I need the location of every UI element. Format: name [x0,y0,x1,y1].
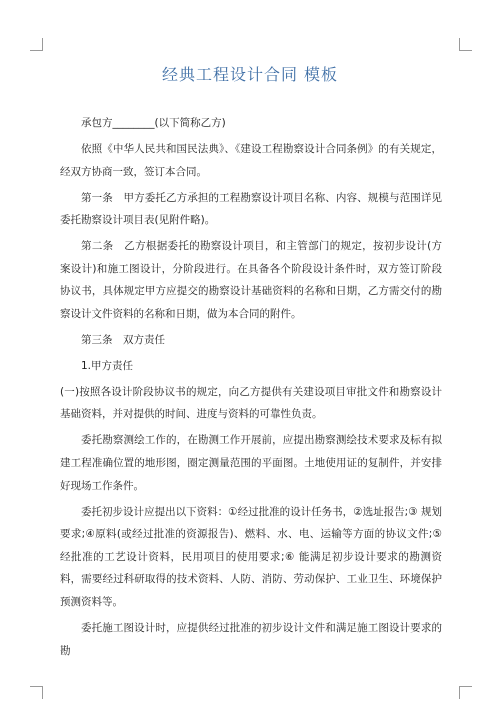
crop-mark-top-left [30,38,43,51]
document-title: 经典工程设计合同 模板 [161,65,339,84]
crop-mark-top-right [459,38,472,51]
paragraph-article-3-heading: 第三条 双方责任 [81,333,165,346]
paragraph-construction-design: 委托施工图设计时，应提供经过批准的初步设计文件和满足施工图设计要求的勘 [60,621,442,657]
paragraph-article-2: 第二条 乙方根据委托的勘察设计项目，和主管部门的规定，按初步设计(方案设计)和施工图设计，分阶段进行。在具备各个阶段设计条件时，双方签订阶段协议书，具体规定甲方应提交的勘察设计基础资料的名称和日期，乙方需交付的勘察设计文件资料的名称和日期，做为本合同的附件。 [60,240,442,320]
paragraph-legal-basis: 依照《中华人民共和国民法典》、《建设工程勘察设计合同条例》的有关规定，经双方协商一致，签订本合同。 [60,142,442,178]
paragraph-preliminary-design: 委托初步设计应提出以下资料：①经过批准的设计任务书，②选址报告;③ 规划要求;④原料(或经过批准的资源报告)、燃料、水、电、运输等方面的协议文件;⑤ 经批准的工艺设计资料，民用项目的使用要求;⑥ 能满足初步设计要求的勘测资料，需要经过科研取得的技术资料、人防、消防、劳动保护、工业卫生、环境保护预测资料等。 [60,505,442,608]
paragraph-article-1: 第一条 甲方委托乙方承担的工程勘察设计项目名称、内容、规模与范围详见委托勘察设计项目表(见附件略)。 [60,191,442,227]
paragraph-contractor: 承包方________(以下简称乙方) [81,117,226,129]
paragraph-item-1: (一)按照各设计阶段协议书的规定，向乙方提供有关建设项目审批文件和勘察设计基础资料，并对提供的时间、进度与资料的可靠性负责。 [60,385,442,421]
paragraph-survey: 委托勘察测绘工作的，在勘测工作开展前，应提出勘察测绘技术要求及标有拟建工程准确位置的地形图，圈定测量范围的平面图。土地使用证的复制件，并安排好现场工作条件。 [60,434,442,492]
crop-mark-bottom-left [30,686,43,699]
crop-mark-bottom-right [459,686,472,699]
paragraph-party-a-heading: 1.甲方责任 [81,359,134,372]
document-body [60,112,442,666]
